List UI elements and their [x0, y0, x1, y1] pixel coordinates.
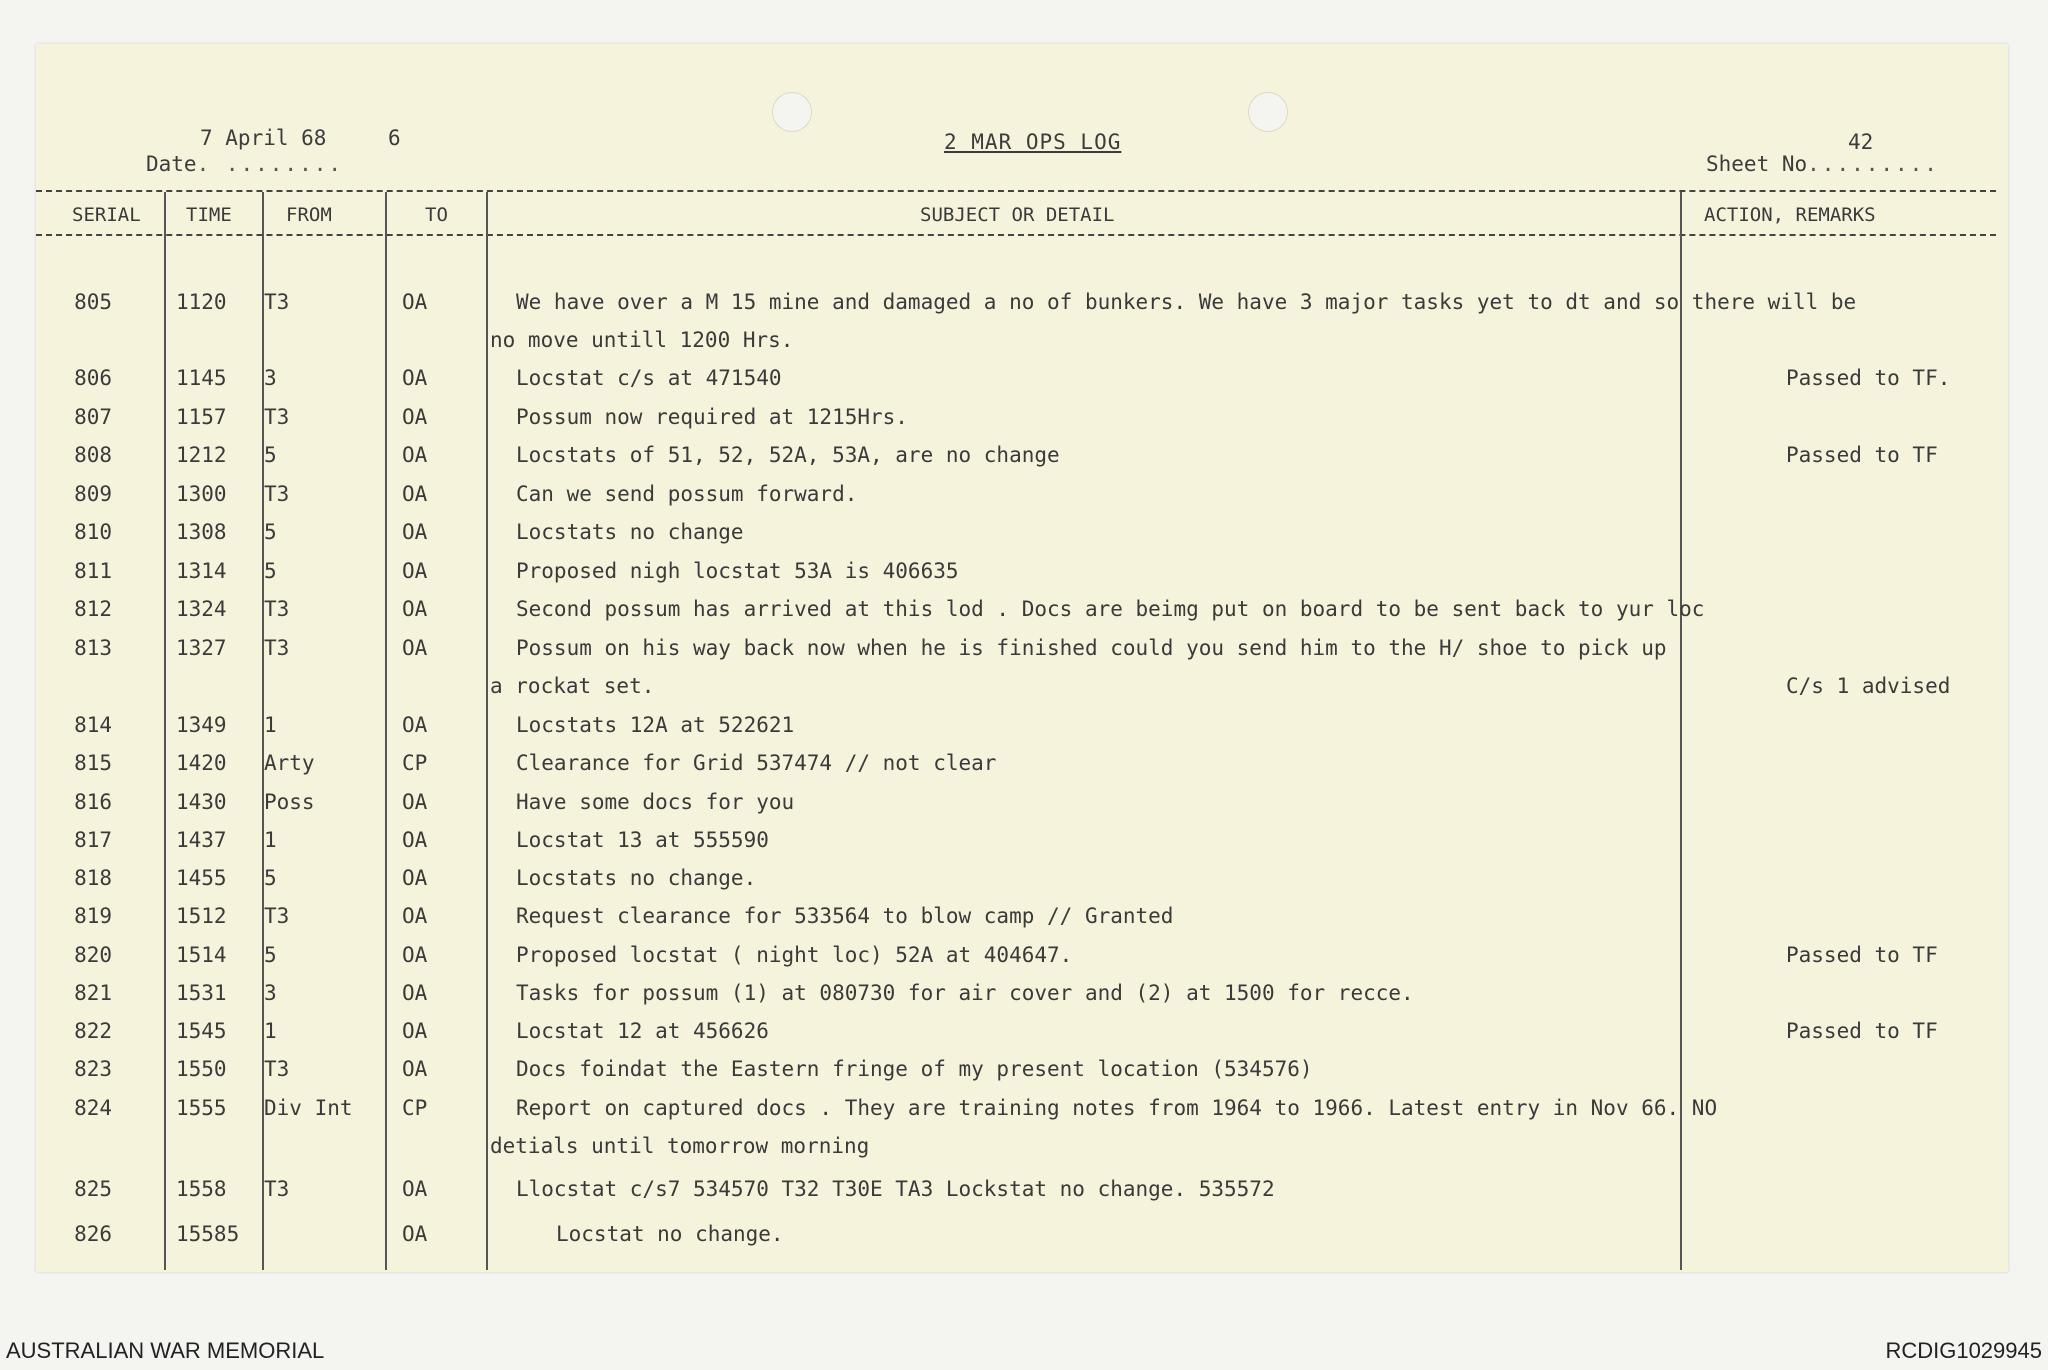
row-detail: Locstats no change — [516, 520, 744, 544]
row-to: OA — [402, 636, 428, 660]
row-serial: 813 — [74, 636, 112, 660]
row-from: 1 — [264, 713, 277, 737]
row-time: 1308 — [176, 520, 227, 544]
row-detail: Locstats no change. — [516, 866, 757, 890]
col-divider-4 — [486, 192, 488, 1270]
row-serial: 826 — [74, 1222, 112, 1246]
row-detail: Llocstat c/s7 534570 T32 T30E TA3 Lockstat no change. 535572 — [516, 1177, 1275, 1201]
row-to: OA — [402, 1019, 428, 1043]
row-from: T3 — [264, 1177, 290, 1201]
row-time: 1157 — [176, 405, 227, 429]
row-detail: Locstats 12A at 522621 — [516, 713, 795, 737]
row-to: OA — [402, 866, 428, 890]
row-detail: Locstats of 51, 52, 52A, 53A, are no change — [516, 443, 1060, 467]
row-from: 5 — [264, 943, 277, 967]
column-header-subject: SUBJECT OR DETAIL — [920, 204, 1115, 226]
row-from: 1 — [264, 828, 277, 852]
sheet-number: 42 — [1848, 130, 1874, 154]
row-from: Arty — [264, 751, 315, 775]
row-detail: Possum on his way back now when he is finished could you send him to the H/ shoe to pick up — [516, 636, 1667, 660]
row-serial: 824 — [74, 1096, 112, 1120]
row-to: OA — [402, 290, 428, 314]
row-time: 1212 — [176, 443, 227, 467]
row-detail: Locstat c/s at 471540 — [516, 366, 782, 390]
row-detail: Second possum has arrived at this lod . Docs are beimg put on board to be sent back to yur loc — [516, 597, 1705, 621]
row-to: OA — [402, 904, 428, 928]
row-time: 1514 — [176, 943, 227, 967]
row-time: 1349 — [176, 713, 227, 737]
row-to: OA — [402, 597, 428, 621]
row-from: 1 — [264, 1019, 277, 1043]
row-detail: Proposed nigh locstat 53A is 406635 — [516, 559, 959, 583]
row-detail: Have some docs for you — [516, 790, 795, 814]
row-detail: We have over a M 15 mine and damaged a no of bunkers. We have 3 major tasks yet to dt and so there will be — [516, 290, 1857, 314]
col-divider-1 — [164, 192, 166, 1270]
row-time: 15585 — [176, 1222, 240, 1246]
row-detail: a rockat set. — [490, 674, 655, 698]
row-from: 5 — [264, 443, 277, 467]
row-action: Passed to TF. — [1786, 366, 1951, 390]
row-from: T3 — [264, 482, 290, 506]
row-to: CP — [402, 1096, 428, 1120]
date-extra: 6 — [388, 126, 401, 150]
row-serial: 809 — [74, 482, 112, 506]
table-top-rule — [36, 190, 1996, 192]
row-detail: Can we send possum forward. — [516, 482, 858, 506]
row-to: OA — [402, 828, 428, 852]
row-detail: Request clearance for 533564 to blow camp // Granted — [516, 904, 1174, 928]
column-header-to: TO — [425, 204, 448, 226]
row-serial: 823 — [74, 1057, 112, 1081]
row-detail: Locstat 13 at 555590 — [516, 828, 769, 852]
row-from: T3 — [264, 597, 290, 621]
row-serial: 819 — [74, 904, 112, 928]
row-from: Div Int — [264, 1096, 353, 1120]
row-to: OA — [402, 981, 428, 1005]
row-to: OA — [402, 366, 428, 390]
row-serial: 815 — [74, 751, 112, 775]
row-action: Passed to TF — [1786, 443, 1938, 467]
row-from: T3 — [264, 904, 290, 928]
row-to: OA — [402, 713, 428, 737]
row-serial: 818 — [74, 866, 112, 890]
row-to: OA — [402, 790, 428, 814]
row-to: OA — [402, 1057, 428, 1081]
row-serial: 805 — [74, 290, 112, 314]
row-serial: 808 — [74, 443, 112, 467]
row-serial: 822 — [74, 1019, 112, 1043]
row-serial: 807 — [74, 405, 112, 429]
row-to: OA — [402, 405, 428, 429]
row-detail: Proposed locstat ( night loc) 52A at 404647. — [516, 943, 1073, 967]
footer-archive-name: AUSTRALIAN WAR MEMORIAL — [6, 1338, 325, 1363]
row-serial: 812 — [74, 597, 112, 621]
row-serial: 825 — [74, 1177, 112, 1201]
row-time: 1324 — [176, 597, 227, 621]
row-serial: 820 — [74, 943, 112, 967]
row-to: OA — [402, 1177, 428, 1201]
row-detail: Docs foindat the Eastern fringe of my present location (534576) — [516, 1057, 1313, 1081]
row-time: 1145 — [176, 366, 227, 390]
row-action: Passed to TF — [1786, 943, 1938, 967]
col-divider-3 — [385, 192, 387, 1270]
row-time: 1550 — [176, 1057, 227, 1081]
row-from: T3 — [264, 290, 290, 314]
row-time: 1455 — [176, 866, 227, 890]
footer-record-id: RCDIG1029945 — [1885, 1338, 2042, 1363]
row-from: 3 — [264, 981, 277, 1005]
row-serial: 806 — [74, 366, 112, 390]
row-serial: 817 — [74, 828, 112, 852]
row-from: 5 — [264, 520, 277, 544]
row-detail: Locstat 12 at 456626 — [516, 1019, 769, 1043]
row-detail: Report on captured docs . They are training notes from 1964 to 1966. Latest entry in Nov 66. NO — [516, 1096, 1718, 1120]
column-header-time: TIME — [186, 204, 232, 226]
date-label: Date. ........ — [146, 152, 344, 176]
row-to: OA — [402, 482, 428, 506]
row-serial: 821 — [74, 981, 112, 1005]
row-detail: no move untill 1200 Hrs. — [490, 328, 794, 352]
row-from: T3 — [264, 636, 290, 660]
row-detail: Possum now required at 1215Hrs. — [516, 405, 908, 429]
row-detail: Clearance for Grid 537474 // not clear — [516, 751, 997, 775]
column-header-action: ACTION, REMARKS — [1704, 204, 1876, 226]
row-to: OA — [402, 1222, 428, 1246]
column-header-from: FROM — [286, 204, 332, 226]
row-time: 1327 — [176, 636, 227, 660]
row-time: 1120 — [176, 290, 227, 314]
page-title: 2 MAR OPS LOG — [944, 130, 1122, 154]
row-detail: Tasks for possum (1) at 080730 for air cover and (2) at 1500 for recce. — [516, 981, 1414, 1005]
row-from: Poss — [264, 790, 315, 814]
punch-hole-left — [772, 92, 812, 132]
header-bottom-rule — [36, 234, 1996, 236]
row-serial: 811 — [74, 559, 112, 583]
row-time: 1555 — [176, 1096, 227, 1120]
row-detail: detials until tomorrow morning — [490, 1134, 870, 1158]
date-value: 7 April 68 — [200, 126, 327, 150]
row-serial: 814 — [74, 713, 112, 737]
row-to: OA — [402, 943, 428, 967]
row-to: OA — [402, 443, 428, 467]
row-serial: 810 — [74, 520, 112, 544]
row-time: 1531 — [176, 981, 227, 1005]
column-header-serial: SERIAL — [72, 204, 141, 226]
row-time: 1512 — [176, 904, 227, 928]
row-from: 5 — [264, 866, 277, 890]
row-time: 1437 — [176, 828, 227, 852]
row-detail: Locstat no change. — [556, 1222, 784, 1246]
row-time: 1558 — [176, 1177, 227, 1201]
row-from: T3 — [264, 405, 290, 429]
row-action: C/s 1 advised — [1786, 674, 1951, 698]
row-to: OA — [402, 559, 428, 583]
row-time: 1314 — [176, 559, 227, 583]
sheet-label: Sheet No......... — [1706, 152, 1939, 176]
row-to: CP — [402, 751, 428, 775]
row-action: Passed to TF — [1786, 1019, 1938, 1043]
row-time: 1300 — [176, 482, 227, 506]
row-time: 1545 — [176, 1019, 227, 1043]
row-time: 1430 — [176, 790, 227, 814]
row-serial: 816 — [74, 790, 112, 814]
row-from: 3 — [264, 366, 277, 390]
row-to: OA — [402, 520, 428, 544]
row-from: T3 — [264, 1057, 290, 1081]
row-from: 5 — [264, 559, 277, 583]
row-time: 1420 — [176, 751, 227, 775]
punch-hole-right — [1248, 92, 1288, 132]
